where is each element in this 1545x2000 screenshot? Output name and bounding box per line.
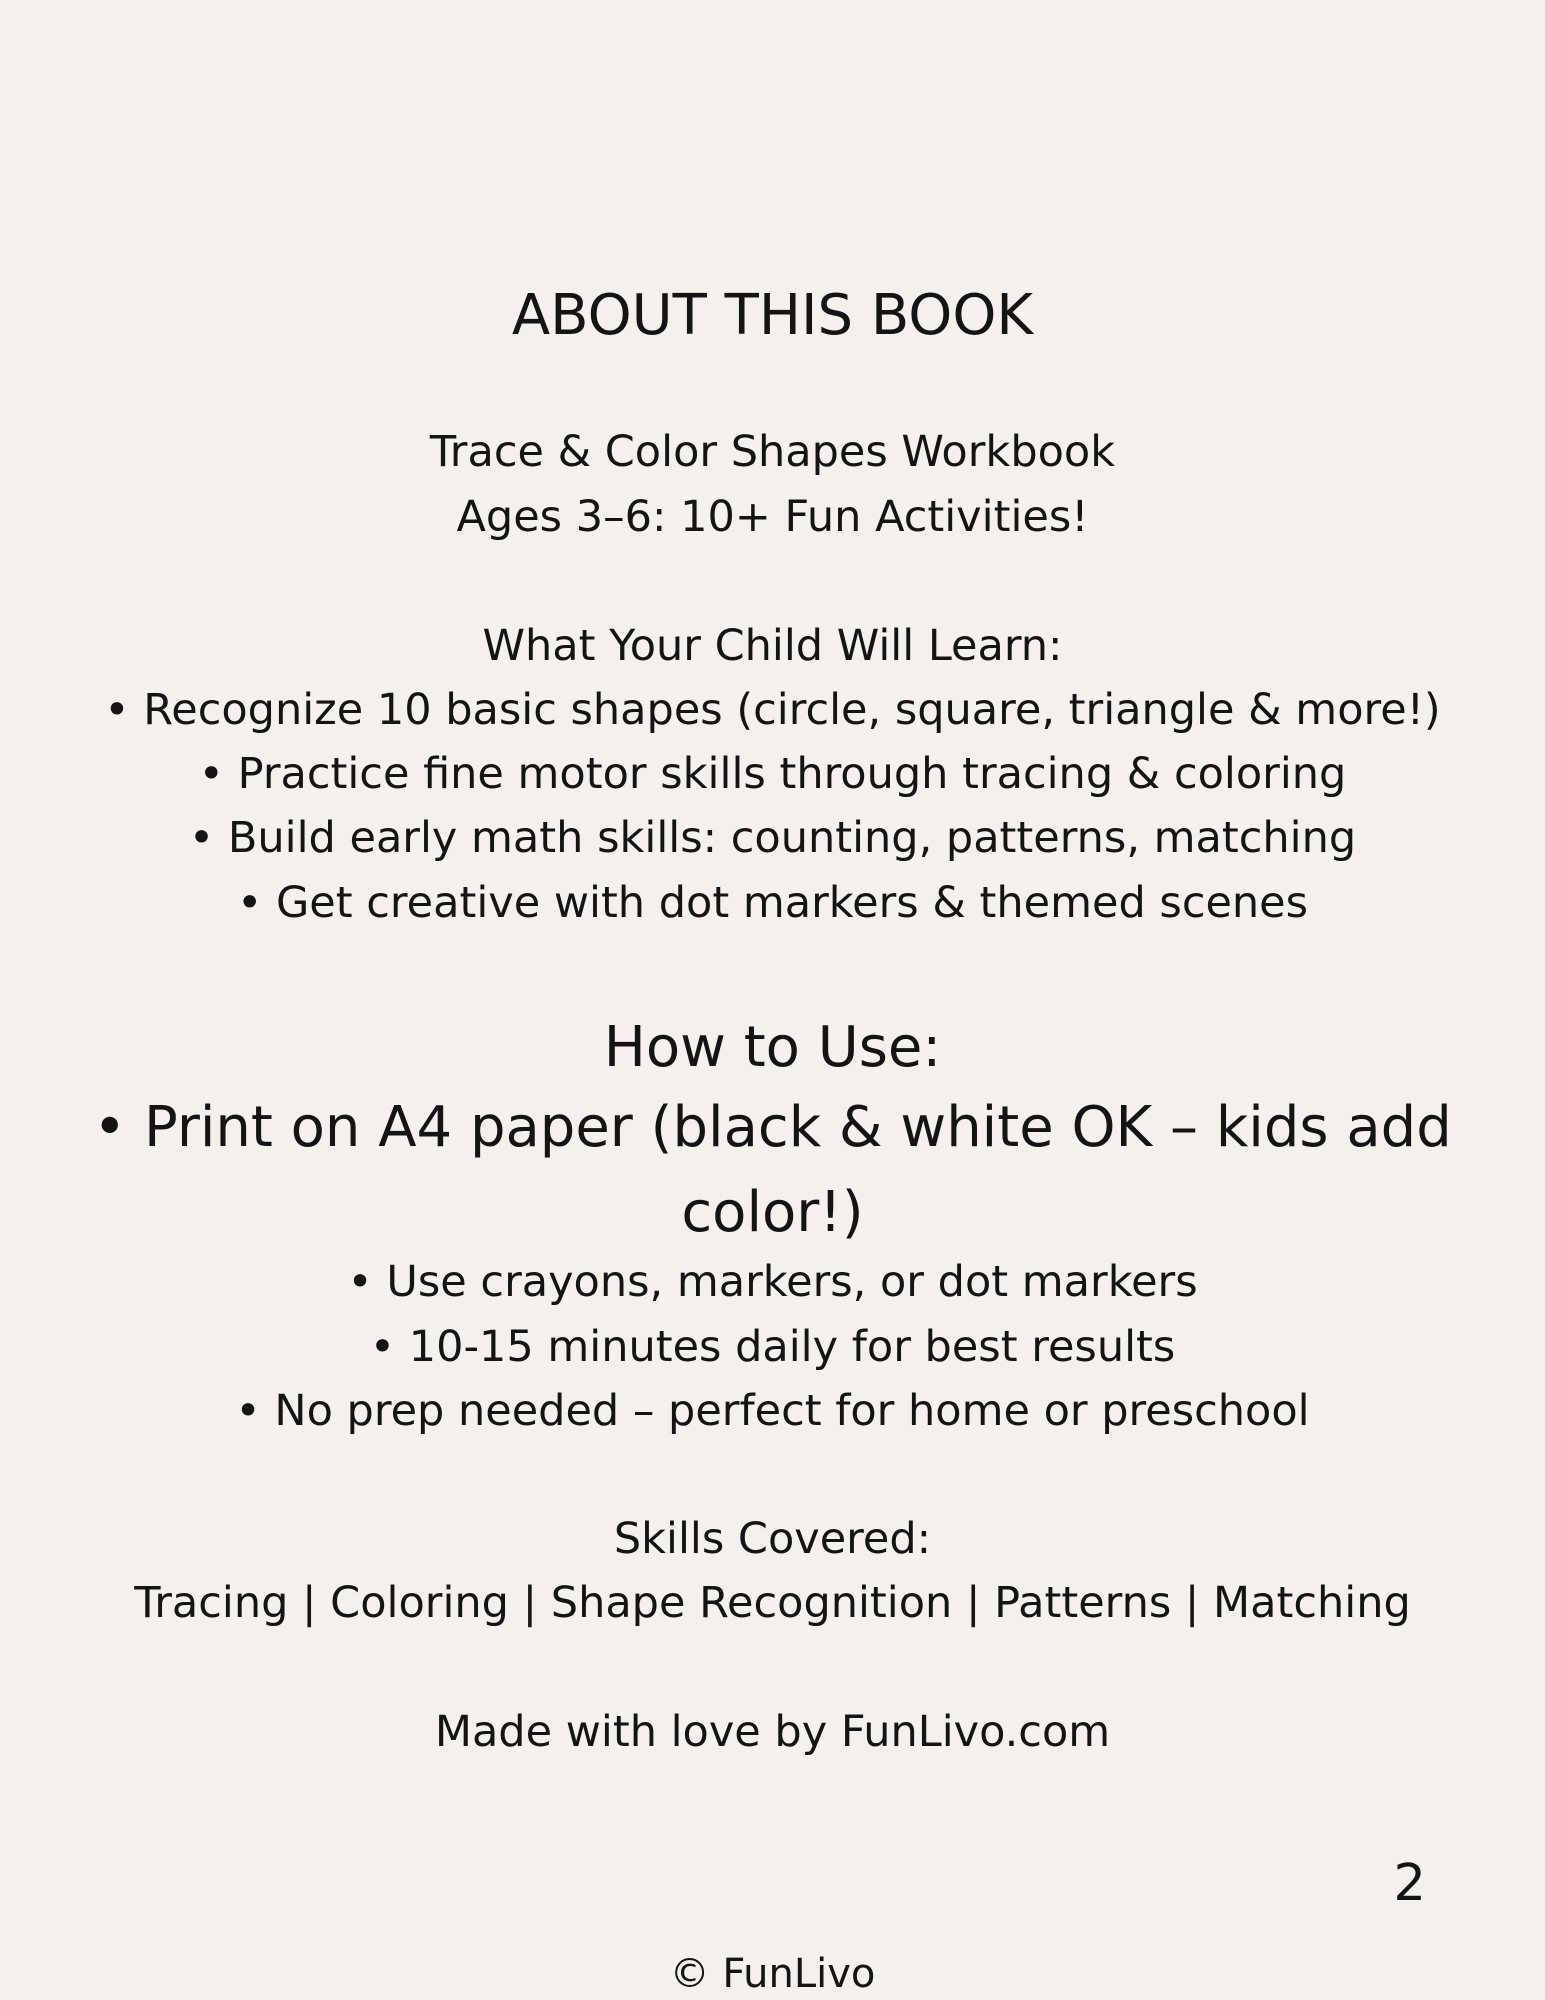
made-with-love: Made with love by FunLivo.com <box>434 1707 1111 1757</box>
ages-line: Ages 3–6: 10+ Fun Activities! <box>456 492 1089 542</box>
copyright-notice: © FunLivo <box>669 1951 876 1997</box>
use-item-2: • Use crayons, markers, or dot markers <box>347 1257 1198 1307</box>
learn-item-1: • Recognize 10 basic shapes (circle, square, triangle & more!) <box>104 685 1441 735</box>
learn-item-4: • Get creative with dot markers & themed scenes <box>236 878 1309 928</box>
learn-item-3: • Build early math skills: counting, patterns, matching <box>188 813 1357 863</box>
use-item-1: • Print on A4 paper (black & white OK – kids add <box>93 1095 1452 1160</box>
use-item-4: • No prep needed – perfect for home or preschool <box>235 1386 1310 1436</box>
book-title: Trace & Color Shapes Workbook <box>429 427 1116 477</box>
use-item-1-continued: color!) <box>681 1180 864 1245</box>
learn-item-2: • Practice fine motor skills through tracing & coloring <box>198 749 1347 799</box>
skills-heading: Skills Covered: <box>613 1514 932 1564</box>
page-title: ABOUT THIS BOOK <box>511 283 1034 348</box>
skills-line: Tracing | Coloring | Shape Recognition | Patterns | Matching <box>134 1578 1411 1628</box>
page-number: 2 <box>1393 1854 1426 1913</box>
learn-heading: What Your Child Will Learn: <box>482 621 1063 671</box>
how-to-use-heading: How to Use: <box>603 1015 942 1080</box>
use-item-3: • 10-15 minutes daily for best results <box>369 1322 1176 1372</box>
